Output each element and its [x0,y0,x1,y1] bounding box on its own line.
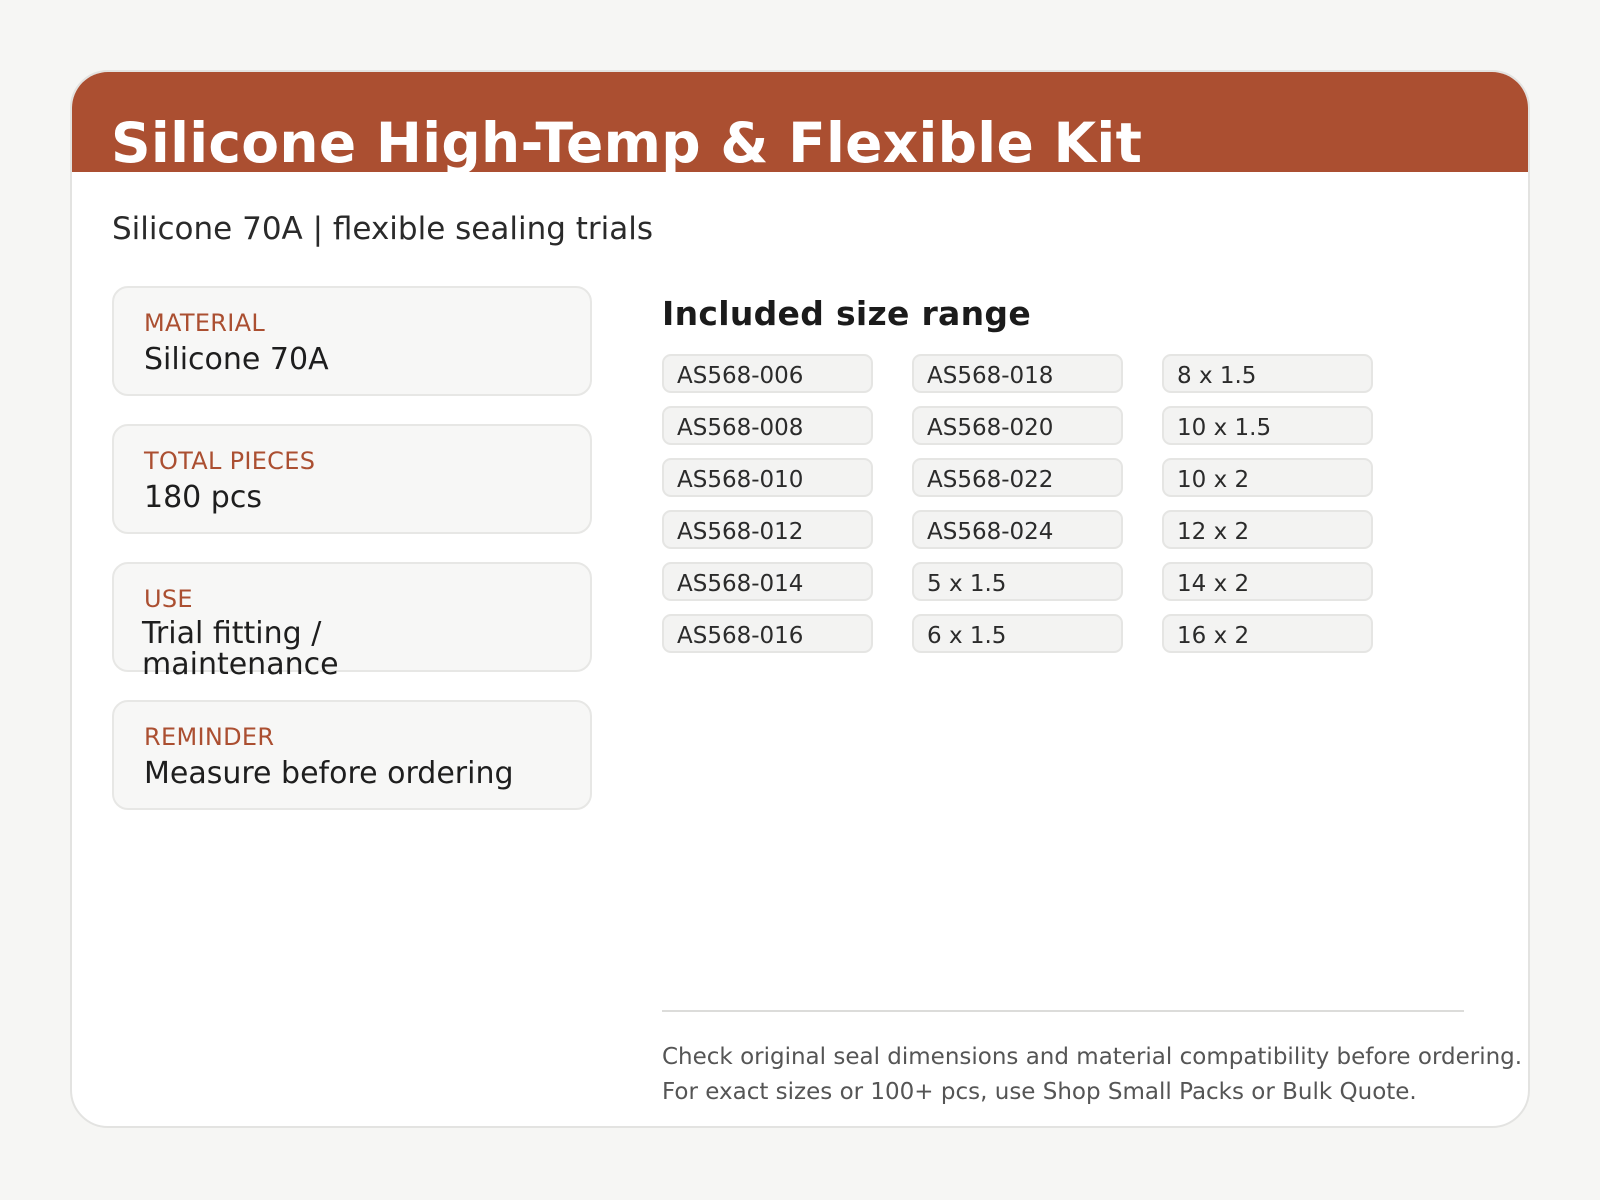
page-subtitle: Silicone 70A | flexible sealing trials [112,211,654,247]
info-label-material: MATERIAL [144,309,266,337]
size-chip: AS568-008 [662,406,873,445]
size-chip: AS568-018 [912,354,1123,393]
size-chip: AS568-022 [912,458,1123,497]
info-value-use: Trial fitting / maintenance [142,616,339,682]
size-chip: AS568-012 [662,510,873,549]
info-value-material: Silicone 70A [144,342,329,377]
size-chip: 16 x 2 [1162,614,1373,653]
footer-note-line: Check original seal dimensions and material compatibility before ordering. [662,1044,1523,1070]
info-label-use: USE [144,585,193,613]
size-chip: AS568-014 [662,562,873,601]
size-chip: AS568-006 [662,354,873,393]
info-value-reminder: Measure before ordering [144,756,514,791]
size-chip: AS568-024 [912,510,1123,549]
page-title: Silicone High-Temp & Flexible Kit [111,111,1143,175]
size-chip: 14 x 2 [1162,562,1373,601]
footer-note-line: For exact sizes or 100+ pcs, use Shop Small Packs or Bulk Quote. [662,1079,1417,1105]
size-chip: 10 x 2 [1162,458,1373,497]
size-chip: AS568-020 [912,406,1123,445]
product-card [70,70,1530,1128]
info-label-reminder: REMINDER [144,723,275,751]
size-chip: AS568-010 [662,458,873,497]
info-card-reminder [112,700,592,810]
info-value-total-pieces: 180 pcs [144,480,262,515]
size-chip: 8 x 1.5 [1162,354,1373,393]
footer-divider [662,1010,1464,1012]
size-range-heading: Included size range [662,294,1032,333]
size-chip: 12 x 2 [1162,510,1373,549]
info-label-total-pieces: TOTAL PIECES [144,447,316,475]
info-card-material [112,286,592,396]
info-card-total-pieces [112,424,592,534]
size-chip: 5 x 1.5 [912,562,1123,601]
size-chip: 6 x 1.5 [912,614,1123,653]
size-chip: 10 x 1.5 [1162,406,1373,445]
size-chip: AS568-016 [662,614,873,653]
